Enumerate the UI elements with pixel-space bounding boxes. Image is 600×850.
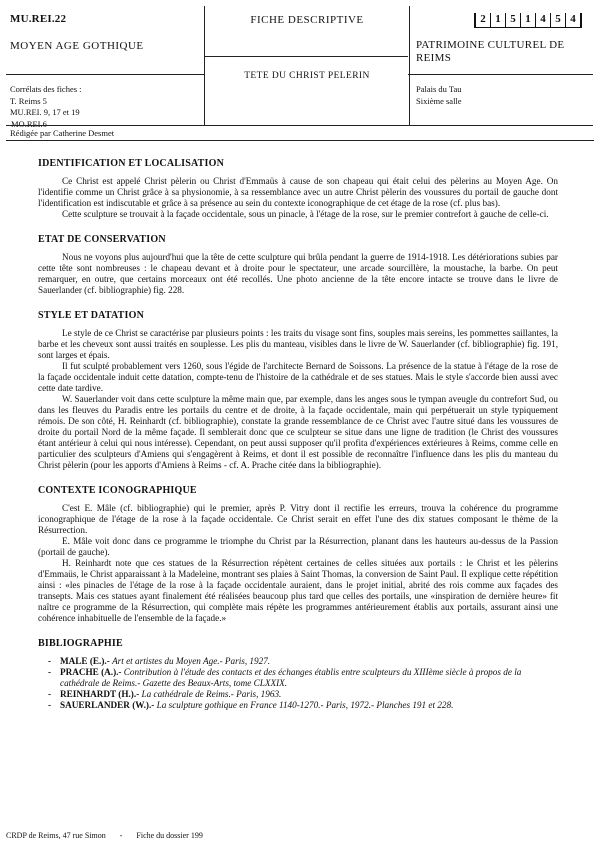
bibliography-item (60, 656, 558, 667)
paragraph: Cette sculpture se trouvait à la façade occidentale, sous un pinacle, à l'étage de la rose, sur le premier contrefort à gauche de celle-ci. (62, 209, 549, 219)
bib-author: SAUERLANDER (W.).- (60, 700, 155, 710)
divider (204, 56, 408, 57)
section-heading: IDENTIFICATION ET LOCALISATION (38, 158, 225, 169)
location-line: Palais du Tau (416, 84, 462, 94)
section-style (38, 310, 558, 471)
bib-text: La cathédrale de Reims.- Paris, 1963. (141, 689, 282, 699)
paragraph: H. Reinhardt note que ces statues de la Résurrection répètent certaines de celles situées aux portails : le Christ et les pèlerins d'Emmaüs, le Christ apparaissant à la Madeleine, montrant ses plaies à Saint Thomas, la conversion de Saint Paul. Il explique cette répétition ainsi : «les pinacles de l'étage de la rose à la façade occidentale auraient, dans le projet initial, abrité des rois comme aux façades des transepts. Mais ces statues ayant finalement été réalisées beaucoup plus tard que celles des portails, une «inspiration de dernière heure» fit naître ce programme de la Résurrection, qui complète mais répète les programmes antérieurement établis aux portails, assurant ainsi une cohérence inhabituelle de l'ensemble de la façade.» (38, 558, 558, 623)
correlat-item: MO.REI.6 (11, 118, 47, 129)
digit: 1 (491, 13, 506, 27)
digit: 4 (536, 13, 551, 27)
bibliography-item (60, 667, 558, 689)
paragraph: Le style de ce Christ se caractérise par plusieurs points : les traits du visage sont fins, souples mais sereins, les pommettes saillantes, la barbe et les cheveux sont aussi traités en souplesse. Les plis du manteau, visibles dans le livre de W. Sauerlander (cf. bibliographie) fig. 191, sont larges et épais. (38, 328, 558, 360)
section-bibliographie (38, 638, 558, 711)
bib-text: Art et artistes du Moyen Age.- Paris, 1927. (112, 656, 271, 666)
author-line: Rédigée par Catherine Desmet (10, 128, 115, 138)
digit: 1 (521, 13, 536, 27)
bibliography-list (38, 656, 558, 711)
digit: 5 (551, 13, 566, 27)
header-grid (6, 6, 593, 129)
bib-text: La sculpture gothique en France 1140-1270.- Paris, 1972.- Planches 191 et 228. (156, 700, 454, 710)
header-middle (204, 6, 410, 126)
correlat-item: T. Reims 5 (10, 95, 47, 106)
footer (6, 831, 594, 840)
divider (6, 125, 593, 126)
bibliography-item (60, 700, 558, 711)
divider (6, 140, 594, 141)
section-heading: BIBLIOGRAPHIE (38, 638, 123, 649)
correlats-block (10, 84, 82, 130)
bib-author: PRACHE (A.).- (60, 667, 122, 677)
period-label: MOYEN AGE GOTHIQUE (10, 40, 144, 52)
document-body (38, 158, 558, 725)
divider (6, 74, 204, 75)
header-right (408, 6, 593, 126)
digit: 2 (476, 13, 491, 27)
doc-type: FICHE DESCRIPTIVE (250, 14, 364, 26)
bib-text: Contribution à l'étude des contacts et des échanges établis entre sculpteurs du XIIIème siècle à propos de la cathédrale de Reims.- Gazette des Beaux-Arts, tome CLXXIX. (60, 667, 522, 688)
section-heading: ETAT DE CONSERVATION (38, 234, 166, 245)
header-left (6, 6, 204, 129)
doc-title: TETE DU CHRIST PELERIN (244, 71, 370, 81)
digit: 4 (570, 13, 576, 25)
divider (408, 74, 593, 75)
footer-fiche: Fiche du dossier 199 (136, 831, 203, 840)
footer-separator: - (119, 831, 123, 840)
paragraph: W. Sauerlander voit dans cette sculpture la même main que, par exemple, dans les anges sous le tympan aveugle du contrefort Sud, ou dans les fleuves du Paradis entre les portails du centre et de droite, à la façade occidentale, main qui perpétuerait un style typiquement rémois. De son côté, H. Reinhardt (cf. bibliographie), constate la grande ressemblance de ce Christ avec l'autre situé dans les voussures de droite du portail Nord de la même façade. Il semblerait donc que ce sculpteur se situe dans une ligne de tradition (le Christ des voussures étant antérieur à celui qui nous intéresse). Cependant, on peut aussi supposer qu'il profita d'expériences extérieures à Reims, comme celle en particulier des sculpteurs d'Amiens qui s'engagèrent à Reims, et dont il est possible de reconnaître l'influence dans les plis du manteau du Christ pèlerin (pour les apports d'Amiens à Reims - cf. A. Prache citée dans la bibliographie). (38, 394, 558, 470)
bib-author: REINHARDT (H.).- (60, 689, 140, 699)
patrimoine-label (416, 39, 564, 65)
paragraph: C'est E. Mâle (cf. bibliographie) qui le premier, après P. Vitry dont il rectifie les erreurs, trouva la cohérence du programme iconographique de l'étage de la rose à la façade occidentale. Ce Christ serait en effet l'une des dix statues composant le thème de la Résurrection. (38, 503, 558, 535)
correlats-label: Corrélats des fiches : (10, 84, 82, 94)
bibliography-item (60, 689, 558, 700)
digit: 5 (506, 13, 521, 27)
correlat-item: MU.REI. 9, 17 et 19 (10, 107, 80, 117)
patrimoine-line: PATRIMOINE CULTUREL DE (416, 39, 565, 51)
record-number (474, 13, 582, 28)
section-heading: CONTEXTE ICONOGRAPHIQUE (38, 485, 197, 496)
section-identification (38, 158, 558, 220)
paragraph: Il fut sculpté probablement vers 1260, sous l'égide de l'architecte Bernard de Soissons. La présence de la statue à l'étage de la rose de la façade occidentale induit cette datation, compte-tenu de l'histoire de la cathédrale et de ses statues. Mais le style s'accorde bien aussi avec cette date tardive. (38, 361, 558, 393)
section-etat (38, 234, 558, 296)
section-contexte (38, 485, 558, 624)
section-heading: STYLE ET DATATION (38, 310, 145, 321)
record-code: MU.REI.22 (10, 13, 67, 25)
paragraph: E. Mâle voit donc dans ce programme le triomphe du Christ par la Résurrection, planant dans les hauteurs au-dessus de la Passion (portail de gauche). (38, 536, 558, 557)
location-line: Sixième salle (416, 96, 462, 106)
paragraph: Nous ne voyons plus aujourd'hui que la tête de cette sculpture qui brûla pendant la guerre de 1914-1918. Les détériorations subies par cette tête sont nombreuses : le chapeau devant et à droite pour le spectateur, une arcade sourcillère, la moustache, la barbe. On peut remarquer, en outre, que certains morceaux ont été recollés. Une photo ancienne de la tête encore intacte se trouve dans le livre de Sauerlander (cf. bibliographie) fig. 228. (38, 252, 558, 295)
bib-author: MALE (E.).- (60, 656, 110, 666)
paragraph: Ce Christ est appelé Christ pèlerin ou Christ d'Emmaüs à cause de son chapeau qui était celui des pèlerins au Moyen Age. On l'identifie comme un Christ grâce à sa physionomie, à sa ressemblance avec un autre Christ pèlerin des voussures du portail de gauche dont l'identification est indiscutable et grâce à sa présence au sein du contexte iconographique de cet étage de la rose (cf. plus bas). (38, 176, 558, 208)
location-label (416, 83, 462, 107)
patrimoine-line: REIMS (416, 52, 452, 64)
footer-publisher: CRDP de Reims, 47 rue Simon (6, 831, 106, 840)
